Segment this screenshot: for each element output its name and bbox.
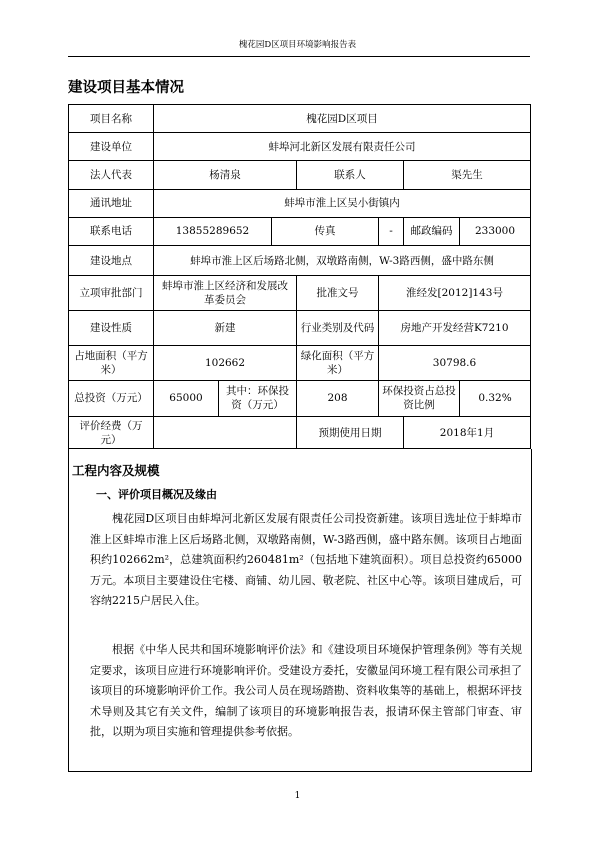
- approval-doc-value: 淮经发[2012]143号: [379, 276, 531, 311]
- fee-label: 评价经费（万元）: [69, 417, 154, 449]
- legal-rep-value: 杨清泉: [154, 161, 297, 189]
- paragraph-overview: 槐花园D区项目由蚌埠河北新区发展有限责任公司投资新建。该项目选址位于蚌埠市淮上区蚌埠市淮上区后场路北侧，双墩路南侧，W-3路西侧，盛中路东侧。该项目占地面积约102662m²，总建筑面积约260481m²（包括地下建筑面积）。项目总投资约65000万元。本项目主要建设住宅楼、商铺、幼儿园、敬老院、社区中心等。该项目建成后，可容纳2215户居民入住。: [90, 512, 522, 607]
- green-value: 30798.6: [379, 345, 531, 380]
- env-ratio-value: 0.32%: [460, 380, 531, 417]
- page-title: 建设项目基本情况: [68, 80, 184, 96]
- nature-value: 新建: [154, 311, 297, 346]
- phone-value: 13855289652: [154, 217, 272, 245]
- env-invest-value: 208: [297, 380, 379, 417]
- area-value: 102662: [154, 345, 297, 380]
- fee-value: [154, 417, 297, 449]
- site-label: 建设地点: [69, 246, 154, 276]
- fax-label: 传真: [272, 217, 379, 245]
- approval-dept-value: 蚌埠市淮上区经济和发展改革委员会: [154, 276, 297, 311]
- paragraph-reason: 根据《中华人民共和国环境影响评价法》和《建设项目环境保护管理条例》等有关规定要求，该项目应进行环境影响评价。受建设方委托，安徽显闰环境工程有限公司承担了该项目的环境影响评价工作。我公司人员在现场踏勘、资料收集等的基础上，根据环评技术导则及其它有关文件，编制了该项目的环境影响报告表，报请环保主管部门审查、审批，以期为项目实施和管理提供参考依据。: [90, 643, 522, 738]
- invest-value: 65000: [154, 380, 219, 417]
- project-name-value: 槐花园D区项目: [154, 105, 531, 133]
- project-name-label: 项目名称: [69, 105, 154, 133]
- env-invest-label: 其中：环保投资（万元）: [219, 380, 297, 417]
- industry-label: 行业类别及代码: [297, 311, 379, 346]
- builder-label: 建设单位: [69, 133, 154, 161]
- running-header: 槐花园D区项目环境影响报告表: [238, 40, 357, 50]
- fax-value: -: [379, 217, 404, 245]
- phone-label: 联系电话: [69, 217, 154, 245]
- section-title: 工程内容及规模: [72, 463, 160, 478]
- legal-rep-label: 法人代表: [69, 161, 154, 189]
- page-number: 1: [294, 791, 301, 801]
- industry-value: 房地产开发经营K7210: [379, 311, 531, 346]
- site-value: 蚌埠市淮上区后场路北侧，双墩路南侧，W-3路西侧，盛中路东侧: [154, 246, 531, 276]
- postcode-label: 邮政编码: [404, 217, 460, 245]
- builder-value: 蚌埠河北新区发展有限责任公司: [154, 133, 531, 161]
- nature-label: 建设性质: [69, 311, 154, 346]
- approval-doc-label: 批准文号: [297, 276, 379, 311]
- green-label: 绿化面积（平方米）: [297, 345, 379, 380]
- invest-label: 总投资（万元）: [69, 380, 154, 417]
- date-label: 预期使用日期: [297, 417, 404, 449]
- project-info-table: [68, 104, 531, 449]
- date-value: 2018年1月: [404, 417, 531, 449]
- contact-label: 联系人: [297, 161, 404, 189]
- address-value: 蚌埠市淮上区吴小街镇内: [154, 189, 531, 217]
- postcode-value: 233000: [460, 217, 531, 245]
- header-rule: [68, 56, 530, 57]
- section-subtitle: 一、评价项目概况及缘由: [96, 488, 217, 501]
- env-ratio-label: 环保投资占总投资比例: [379, 380, 460, 417]
- area-label: 占地面积（平方米）: [69, 345, 154, 380]
- address-label: 通讯地址: [69, 189, 154, 217]
- contact-value: 渠先生: [404, 161, 531, 189]
- approval-dept-label: 立项审批部门: [69, 276, 154, 311]
